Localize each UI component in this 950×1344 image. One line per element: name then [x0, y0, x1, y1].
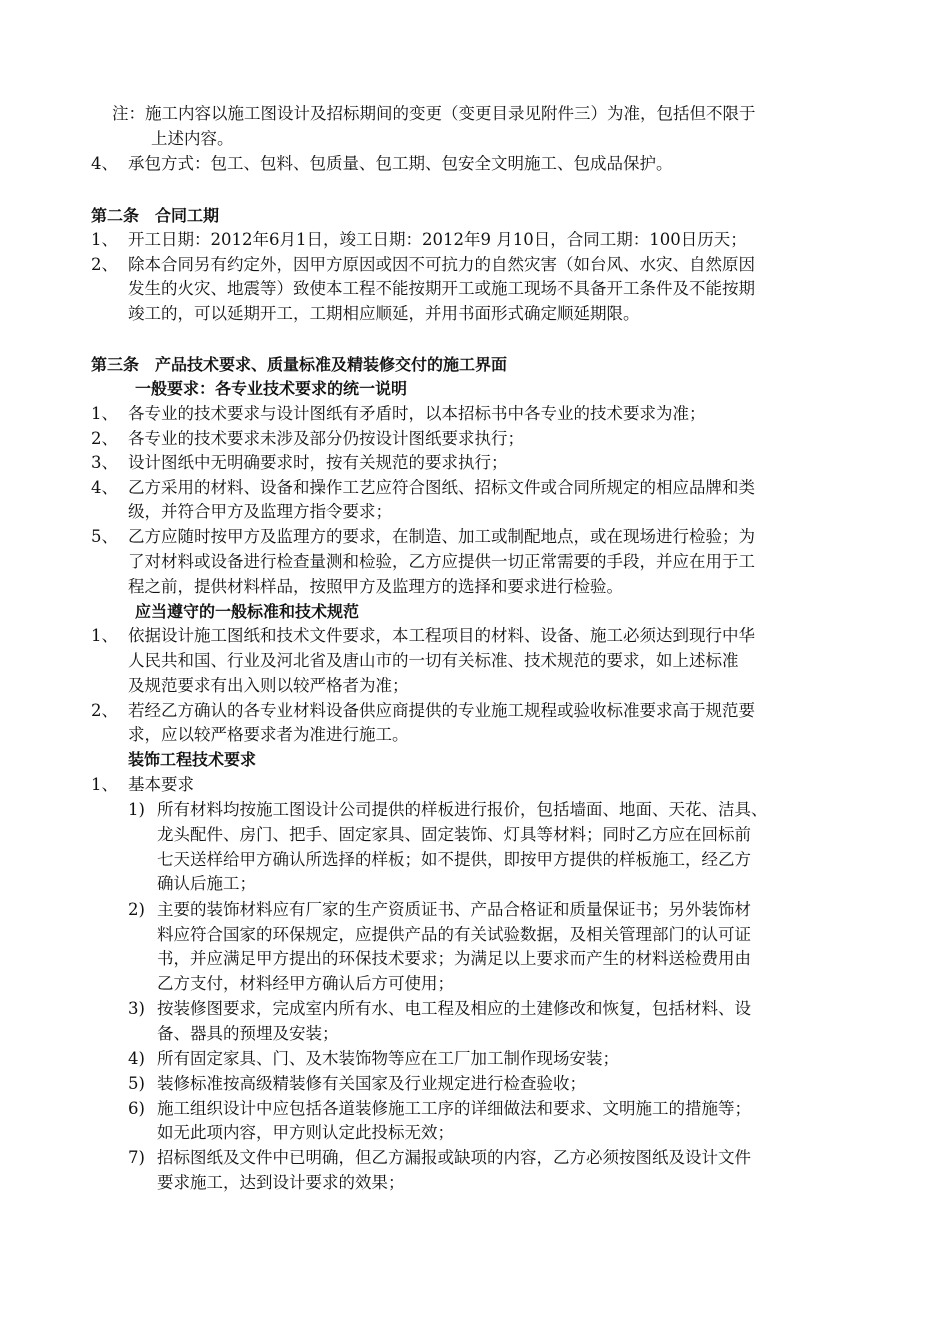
item-number: 2、 — [91, 255, 118, 274]
subitem-text: 要求施工，达到设计要求的效果； — [157, 1173, 405, 1192]
item-number: 1、 — [91, 775, 118, 794]
subitem-text: 所有固定家具、门、及木装饰物等应在工厂加工制作现场安装； — [157, 1049, 619, 1068]
item-number: 5、 — [91, 527, 118, 546]
item-text: 除本合同另有约定外，因甲方原因或因不可抗力的自然灾害（如台风、水灾、自然原因 — [128, 255, 755, 274]
item-text: 依据设计施工图纸和技术文件要求，本工程项目的材料、设备、施工必须达到现行中华 — [128, 626, 755, 645]
subitem-number: 3) — [128, 999, 145, 1018]
item-number: 4、 — [91, 154, 118, 173]
item-text: 基本要求 — [128, 775, 194, 794]
subitem-text: 乙方支付，材料经甲方确认后方可使用； — [157, 974, 454, 993]
item-number: 2、 — [91, 701, 118, 720]
item-text: 了对材料或设备进行检查量测和检验，乙方应提供一切正常需要的手段，并应在用于工 — [128, 552, 755, 571]
item-text: 及规范要求有出入则以较严格者为准； — [128, 676, 409, 695]
subitem-number: 1) — [128, 800, 145, 819]
subitem-text: 如无此项内容，甲方则认定此投标无效； — [157, 1123, 454, 1142]
subitem-number: 6) — [128, 1099, 145, 1118]
item-text: 程之前，提供材料样品，按照甲方及监理方的选择和要求进行检验。 — [128, 577, 623, 596]
subitem-number: 7) — [128, 1148, 145, 1167]
subitem-text: 书，并应满足甲方提出的环保技术要求；为满足以上要求而产生的材料送检费用由 — [157, 949, 751, 968]
item-text: 承包方式：包工、包料、包质量、包工期、包安全文明施工、包成品保护。 — [128, 154, 673, 173]
section-heading: 一般要求：各专业技术要求的统一说明 — [135, 379, 408, 398]
item-text: 级，并符合甲方及监理方指令要求； — [128, 502, 392, 521]
item-text: 乙方应随时按甲方及监理方的要求，在制造、加工或制配地点，或在现场进行检验；为 — [128, 527, 755, 546]
item-text: 乙方采用的材料、设备和操作工艺应符合图纸、招标文件或合同所规定的相应品牌和类 — [128, 478, 755, 497]
item-number: 3、 — [91, 453, 118, 472]
subitem-text: 主要的装饰材料应有厂家的生产资质证书、产品合格证和质量保证书；另外装饰材 — [157, 900, 751, 919]
item-text: 若经乙方确认的各专业材料设备供应商提供的专业施工规程或验收标准要求高于规范要 — [128, 701, 755, 720]
note-line-1: 注：施工内容以施工图设计及招标期间的变更（变更目录见附件三）为准，包括但不限于 — [112, 104, 756, 123]
item-text: 设计图纸中无明确要求时，按有关规范的要求执行； — [128, 453, 508, 472]
note-line-2: 上述内容。 — [151, 129, 234, 148]
subitem-number: 2) — [128, 900, 145, 919]
item-text: 人民共和国、行业及河北省及唐山市的一切有关标准、技术规范的要求，如上述标准 — [128, 651, 739, 670]
item-number: 1、 — [91, 230, 118, 249]
subitem-text: 按装修图要求，完成室内所有水、电工程及相应的土建修改和恢复，包括材料、设 — [157, 999, 751, 1018]
item-text: 各专业的技术要求未涉及部分仍按设计图纸要求执行； — [128, 429, 524, 448]
subitem-text: 招标图纸及文件中已明确，但乙方漏报或缺项的内容，乙方必须按图纸及设计文件 — [157, 1148, 751, 1167]
section-heading: 应当遵守的一般标准和技术规范 — [135, 602, 360, 621]
subitem-text: 所有材料均按施工图设计公司提供的样板进行报价，包括墙面、地面、天花、洁具、 — [157, 800, 768, 819]
subitem-number: 5) — [128, 1074, 145, 1093]
subitem-text: 装修标准按高级精装修有关国家及行业规定进行检查验收； — [157, 1074, 586, 1093]
subitem-text: 龙头配件、房门、把手、固定家具、固定装饰、灯具等材料；同时乙方应在回标前 — [157, 825, 751, 844]
item-number: 1、 — [91, 404, 118, 423]
article-3-title: 第三条 产品技术要求、质量标准及精装修交付的施工界面 — [91, 355, 508, 374]
subitem-text: 施工组织设计中应包括各道装修施工工序的详细做法和要求、文明施工的措施等； — [157, 1099, 751, 1118]
item-number: 4、 — [91, 478, 118, 497]
subitem-text: 备、器具的预埋及安装； — [157, 1024, 339, 1043]
item-text: 发生的火灾、地震等）致使本工程不能按期开工或施工现场不具备开工条件及不能按期 — [128, 279, 755, 298]
article-2-title: 第二条 合同工期 — [91, 206, 220, 225]
item-text: 竣工的，可以延期开工，工期相应顺延，并用书面形式确定顺延期限。 — [128, 304, 640, 323]
item-number: 1、 — [91, 626, 118, 645]
item-text: 各专业的技术要求与设计图纸有矛盾时，以本招标书中各专业的技术要求为准； — [128, 404, 706, 423]
item-number: 2、 — [91, 429, 118, 448]
item-text: 求，应以较严格要求者为准进行施工。 — [128, 725, 409, 744]
subitem-text: 确认后施工； — [157, 874, 256, 893]
item-text: 开工日期：2012年6月1日，竣工日期：2012年9 月10日，合同工期：100日历天； — [128, 230, 747, 249]
subitem-text: 料应符合国家的环保规定，应提供产品的有关试验数据，及相关管理部门的认可证 — [157, 925, 751, 944]
subitem-text: 七天送样给甲方确认所选择的样板；如不提供，即按甲方提供的样板施工，经乙方 — [157, 850, 751, 869]
subitem-number: 4) — [128, 1049, 145, 1068]
section-heading: 装饰工程技术要求 — [128, 750, 257, 769]
